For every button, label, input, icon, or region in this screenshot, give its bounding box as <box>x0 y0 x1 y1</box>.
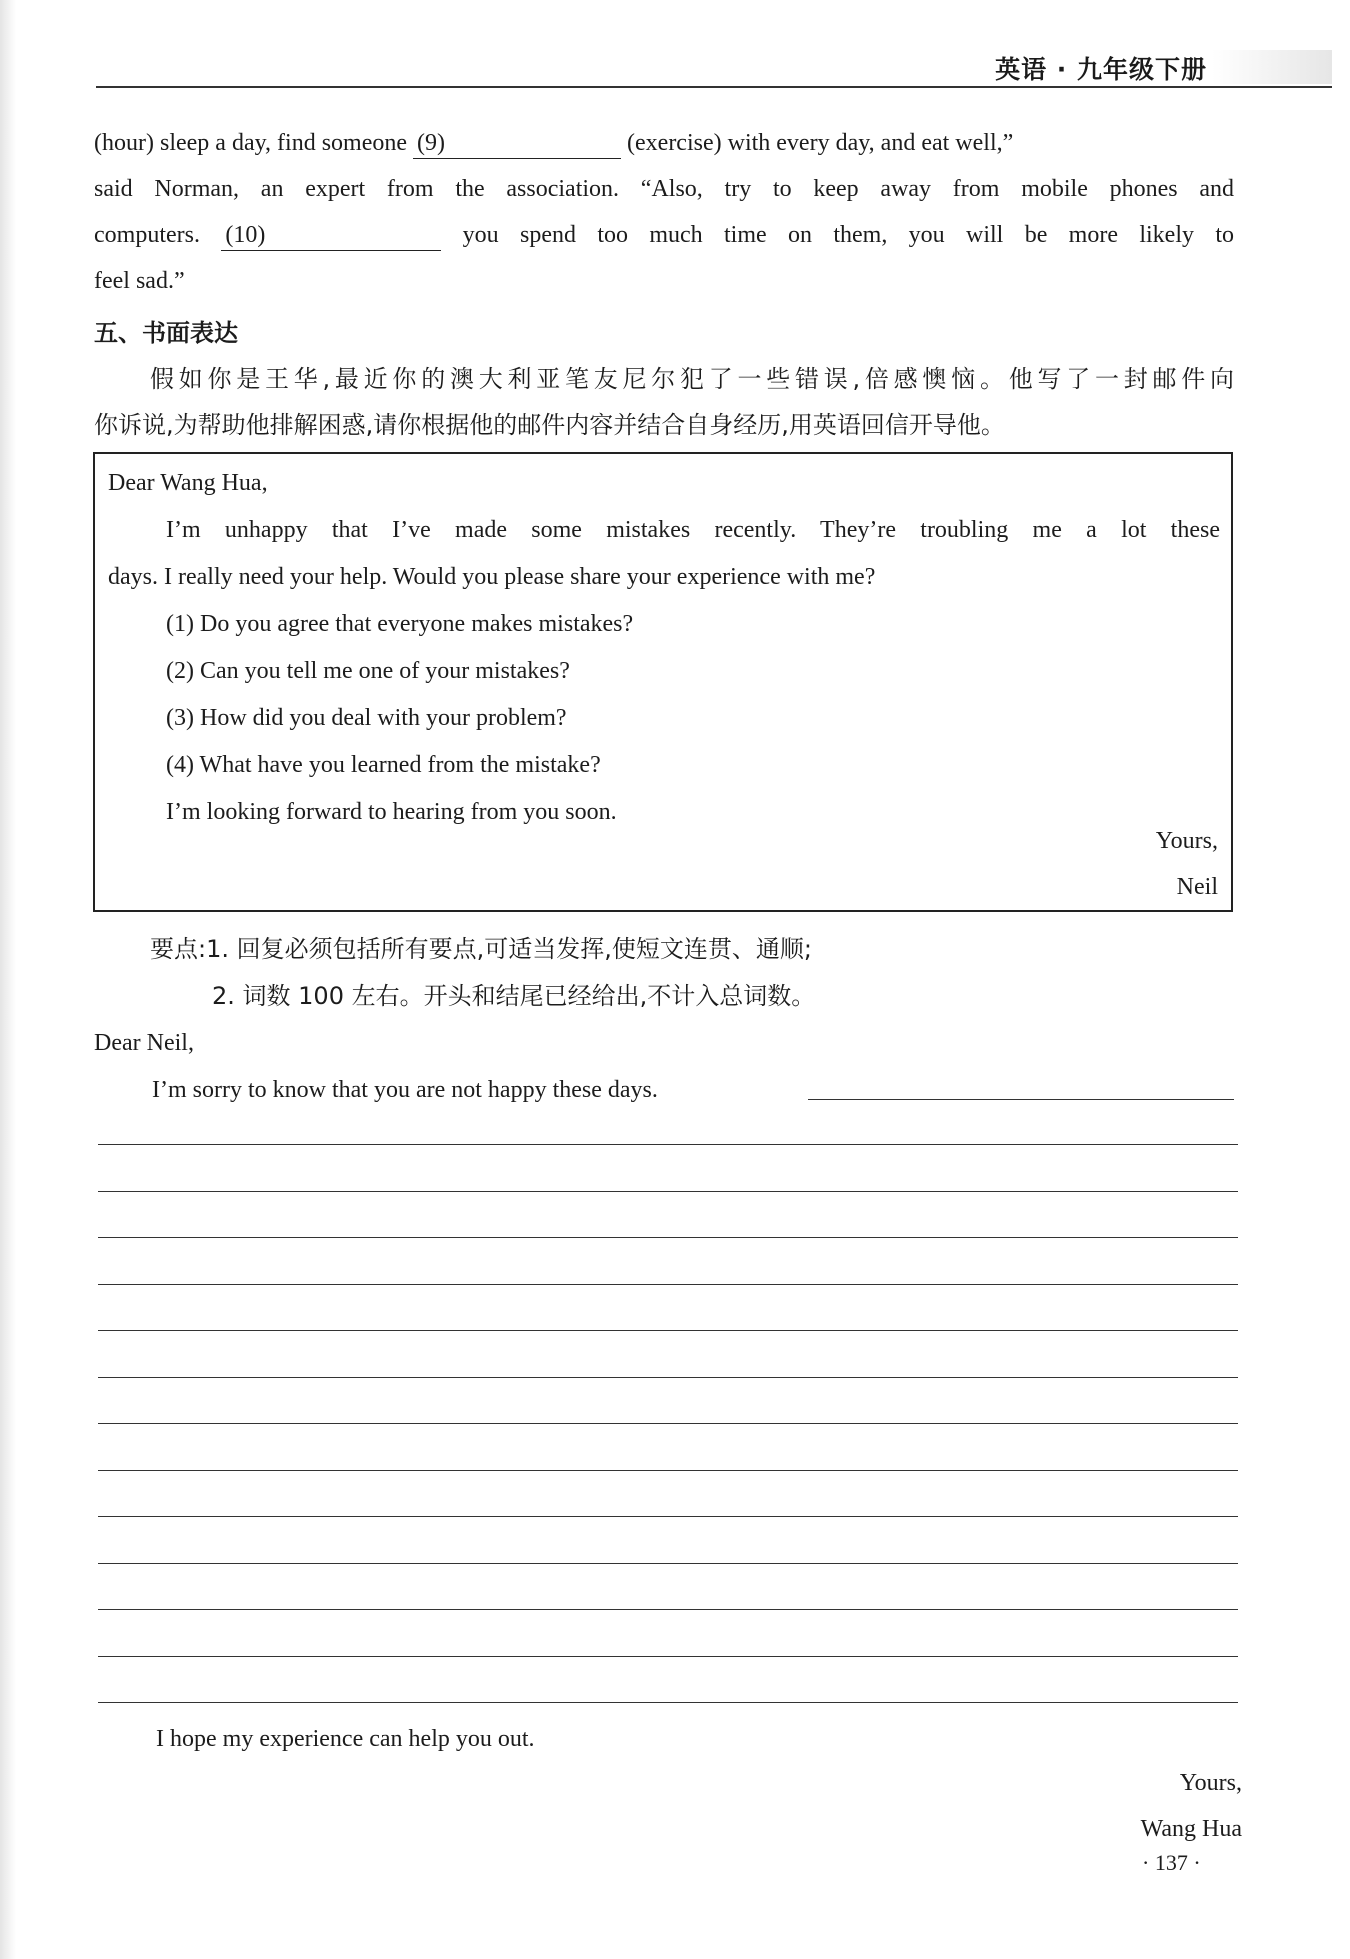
letter-question-4: (4) What have you learned from the mistake? <box>166 752 601 778</box>
letter-greeting: Dear Wang Hua, <box>108 470 268 496</box>
passage-line-4: feel sad.” <box>94 268 185 294</box>
header-decoration <box>1212 50 1332 84</box>
header-rule <box>96 86 1332 88</box>
passage-line-1 <box>94 120 1013 166</box>
answer-line[interactable] <box>98 1423 1238 1424</box>
answer-line[interactable] <box>98 1191 1238 1192</box>
answer-line[interactable] <box>98 1702 1238 1703</box>
answer-line[interactable] <box>98 1330 1238 1331</box>
letter-closing-line: I’m looking forward to hearing from you soon. <box>166 799 617 825</box>
letter-question-3: (3) How did you deal with your problem? <box>166 705 567 731</box>
header-title: 英语 · 九年级下册 <box>995 55 1207 84</box>
answer-line[interactable] <box>808 1099 1234 1100</box>
requirement-line-1: 要点:1. 回复必须包括所有要点,可适当发挥,使短文连贯、通顺; <box>150 935 812 963</box>
letter-question-2: (2) Can you tell me one of your mistakes? <box>166 658 570 684</box>
blank-10[interactable]: (10) <box>221 220 441 251</box>
reply-signoff: Yours, <box>1179 1770 1242 1796</box>
reply-opening: I’m sorry to know that you are not happy these days. <box>152 1077 658 1103</box>
answer-line[interactable] <box>98 1470 1238 1471</box>
letter-body-line-1: I’m unhappy that I’ve made some mistakes recently. They’re troubling me a lot these <box>166 517 1220 543</box>
answer-line[interactable] <box>98 1609 1238 1610</box>
answer-line[interactable] <box>98 1656 1238 1657</box>
answer-line[interactable] <box>98 1377 1238 1378</box>
section-title: 五、书面表达 <box>94 319 238 347</box>
letter-question-1: (1) Do you agree that everyone makes mistakes? <box>166 611 634 637</box>
passage-line-2: said Norman, an expert from the association. “Also, try to keep away from mobile phones and <box>94 176 1234 202</box>
passage-text: (exercise) with every day, and eat well,” <box>621 130 1014 156</box>
answer-line[interactable] <box>98 1563 1238 1564</box>
letter-signature: Neil <box>1176 874 1218 900</box>
answer-line[interactable] <box>98 1237 1238 1238</box>
page-number: · 137 · <box>1142 1850 1201 1875</box>
passage-text: you spend too much time on them, you will be more likely to <box>441 222 1235 248</box>
page-header <box>96 46 1332 86</box>
page-edge-shadow <box>0 0 16 1959</box>
answer-line[interactable] <box>98 1144 1238 1145</box>
instruction-line-2: 你诉说,为帮助他排解困惑,请你根据他的邮件内容并结合自身经历,用英语回信开导他。 <box>94 411 1005 439</box>
blank-9[interactable]: (9) <box>413 128 621 159</box>
letter-body-line-2: days. I really need your help. Would you please share your experience with me? <box>108 564 876 590</box>
reply-greeting: Dear Neil, <box>94 1030 194 1056</box>
passage-text: computers. <box>94 222 222 248</box>
answer-line[interactable] <box>98 1284 1238 1285</box>
reply-closing: I hope my experience can help you out. <box>156 1726 535 1752</box>
passage-text: (hour) sleep a day, find someone <box>94 130 414 156</box>
instruction-line-1: 假如你是王华,最近你的澳大利亚笔友尼尔犯了一些错误,倍感懊恼。他写了一封邮件向 <box>150 365 1234 393</box>
answer-line[interactable] <box>98 1516 1238 1517</box>
requirement-line-2: 2. 词数 100 左右。开头和结尾已经给出,不计入总词数。 <box>212 982 816 1010</box>
passage-line-3 <box>94 212 1234 258</box>
reply-signature: Wang Hua <box>1140 1816 1242 1842</box>
letter-signoff: Yours, <box>1155 828 1218 854</box>
